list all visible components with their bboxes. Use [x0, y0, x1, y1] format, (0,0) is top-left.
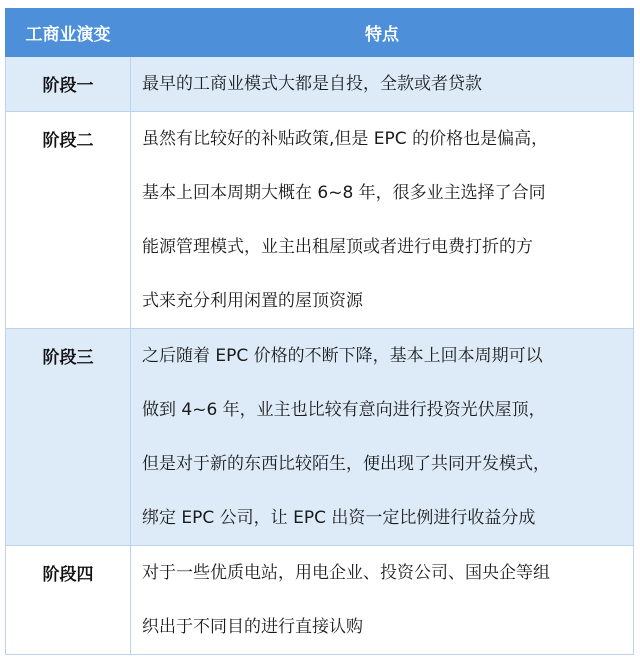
- table-header-row: [6, 9, 634, 57]
- stage-label: 阶段一: [6, 57, 131, 112]
- evolution-table: [5, 8, 634, 655]
- description-line: 最早的工商业模式大都是自投，全款或者贷款: [142, 74, 482, 94]
- stage-description: [131, 57, 634, 112]
- table-row: [6, 112, 634, 329]
- description-line: 虽然有比较好的补贴政策,但是 EPC 的价格也是偏高，: [142, 129, 549, 149]
- description-line: 基本上回本周期大概在 6~8 年，很多业主选择了合同: [142, 183, 546, 203]
- description-line: 式来充分利用闲置的屋顶资源: [142, 291, 363, 311]
- description-line: 之后随着 EPC 价格的不断下降，基本上回本周期可以: [142, 346, 543, 366]
- header-characteristics: 特点: [131, 9, 634, 57]
- description-line: 对于一些优质电站，用电企业、投资公司、国央企等组: [142, 563, 550, 583]
- table-row: [6, 546, 634, 655]
- header-evolution: 工商业演变: [6, 9, 131, 57]
- description-line: 能源管理模式，业主出租屋顶或者进行电费打折的方: [142, 237, 533, 257]
- stage-description: [131, 112, 634, 329]
- description-line: 绑定 EPC 公司，让 EPC 出资一定比例进行收益分成: [142, 508, 536, 528]
- stage-label: 阶段四: [6, 546, 131, 655]
- description-line: 做到 4~6 年，业主也比较有意向进行投资光伏屋顶，: [142, 400, 546, 420]
- table-row: [6, 57, 634, 112]
- stage-description: [131, 546, 634, 655]
- description-line: 织出于不同目的进行直接认购: [142, 617, 363, 637]
- stage-label: 阶段三: [6, 329, 131, 546]
- table-row: [6, 329, 634, 546]
- description-line: 但是对于新的东西比较陌生，便出现了共同开发模式，: [142, 454, 550, 474]
- evolution-table-container: [5, 8, 633, 655]
- stage-label: 阶段二: [6, 112, 131, 329]
- stage-description: [131, 329, 634, 546]
